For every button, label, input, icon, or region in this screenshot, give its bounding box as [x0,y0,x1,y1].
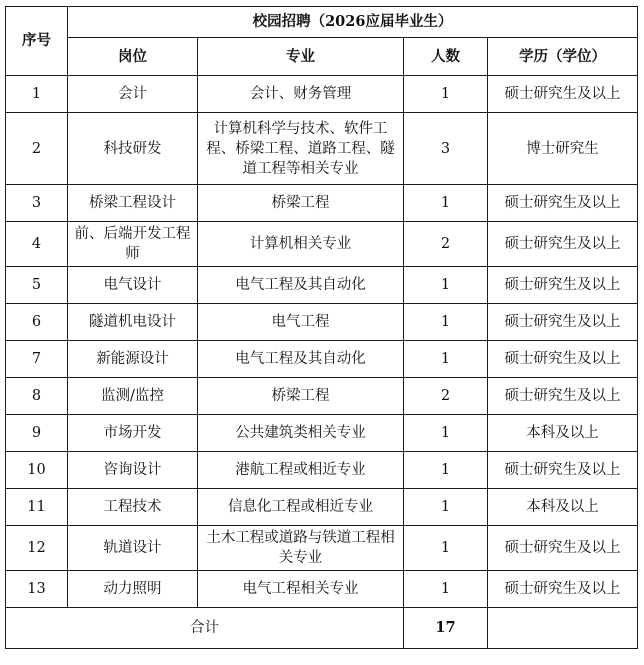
table-caption: 校园招聘（2026应届毕业生） [68,7,638,38]
row-major: 电气工程相关专业 [198,571,404,608]
row-index: 10 [6,452,68,489]
row-count: 1 [404,415,488,452]
table-title-row [6,7,638,38]
row-major: 公共建筑类相关专业 [198,415,404,452]
row-index: 2 [6,113,68,185]
header-major: 专业 [198,38,404,76]
table-row [6,452,638,489]
row-position: 隧道机电设计 [68,304,198,341]
row-position: 轨道设计 [68,526,198,571]
row-major: 港航工程或相近专业 [198,452,404,489]
row-position: 新能源设计 [68,341,198,378]
table-row [6,341,638,378]
row-education: 硕士研究生及以上 [488,185,638,222]
row-position: 前、后端开发工程师 [68,222,198,267]
row-count: 1 [404,526,488,571]
row-position: 电气设计 [68,267,198,304]
row-education: 硕士研究生及以上 [488,267,638,304]
table-row [6,415,638,452]
row-position: 会计 [68,76,198,113]
row-index: 7 [6,341,68,378]
row-index: 5 [6,267,68,304]
row-education: 硕士研究生及以上 [488,76,638,113]
row-index: 1 [6,76,68,113]
row-index: 11 [6,489,68,526]
total-row [6,608,638,649]
recruitment-table [5,6,638,649]
table-row [6,571,638,608]
table-row [6,526,638,571]
row-count: 1 [404,185,488,222]
row-major: 电气工程及其自动化 [198,267,404,304]
table-row [6,267,638,304]
row-position: 监测/监控 [68,378,198,415]
row-count: 1 [404,304,488,341]
table-row [6,113,638,185]
header-education: 学历（学位） [488,38,638,76]
table-row [6,378,638,415]
row-position: 科技研发 [68,113,198,185]
row-index: 9 [6,415,68,452]
total-label: 合计 [6,608,404,649]
row-count: 1 [404,489,488,526]
row-major: 桥梁工程 [198,185,404,222]
row-education: 博士研究生 [488,113,638,185]
row-index: 3 [6,185,68,222]
row-index: 8 [6,378,68,415]
row-major: 计算机科学与技术、软件工程、桥梁工程、道路工程、隧道工程等相关专业 [198,113,404,185]
row-education: 硕士研究生及以上 [488,341,638,378]
row-count: 1 [404,267,488,304]
row-education: 本科及以上 [488,489,638,526]
row-index: 6 [6,304,68,341]
row-major: 会计、财务管理 [198,76,404,113]
header-position: 岗位 [68,38,198,76]
row-position: 动力照明 [68,571,198,608]
total-empty-cell [488,608,638,649]
row-major: 计算机相关专业 [198,222,404,267]
row-education: 硕士研究生及以上 [488,378,638,415]
row-education: 硕士研究生及以上 [488,304,638,341]
row-count: 1 [404,341,488,378]
row-index: 4 [6,222,68,267]
row-position: 桥梁工程设计 [68,185,198,222]
table-row [6,304,638,341]
table-row [6,76,638,113]
row-count: 3 [404,113,488,185]
row-major: 信息化工程或相近专业 [198,489,404,526]
table-row [6,489,638,526]
row-count: 1 [404,571,488,608]
row-count: 2 [404,222,488,267]
row-position: 工程技术 [68,489,198,526]
header-index: 序号 [6,7,68,76]
row-education: 硕士研究生及以上 [488,526,638,571]
row-count: 1 [404,452,488,489]
table-row [6,185,638,222]
table-row [6,222,638,267]
row-major: 土木工程或道路与铁道工程相关专业 [198,526,404,571]
header-count: 人数 [404,38,488,76]
row-major: 桥梁工程 [198,378,404,415]
row-count: 2 [404,378,488,415]
row-position: 市场开发 [68,415,198,452]
row-education: 硕士研究生及以上 [488,222,638,267]
row-education: 硕士研究生及以上 [488,452,638,489]
row-index: 12 [6,526,68,571]
row-position: 咨询设计 [68,452,198,489]
total-value: 17 [404,608,488,649]
row-education: 本科及以上 [488,415,638,452]
row-major: 电气工程 [198,304,404,341]
row-count: 1 [404,76,488,113]
row-education: 硕士研究生及以上 [488,571,638,608]
row-major: 电气工程及其自动化 [198,341,404,378]
table-header-row [6,38,638,76]
row-index: 13 [6,571,68,608]
